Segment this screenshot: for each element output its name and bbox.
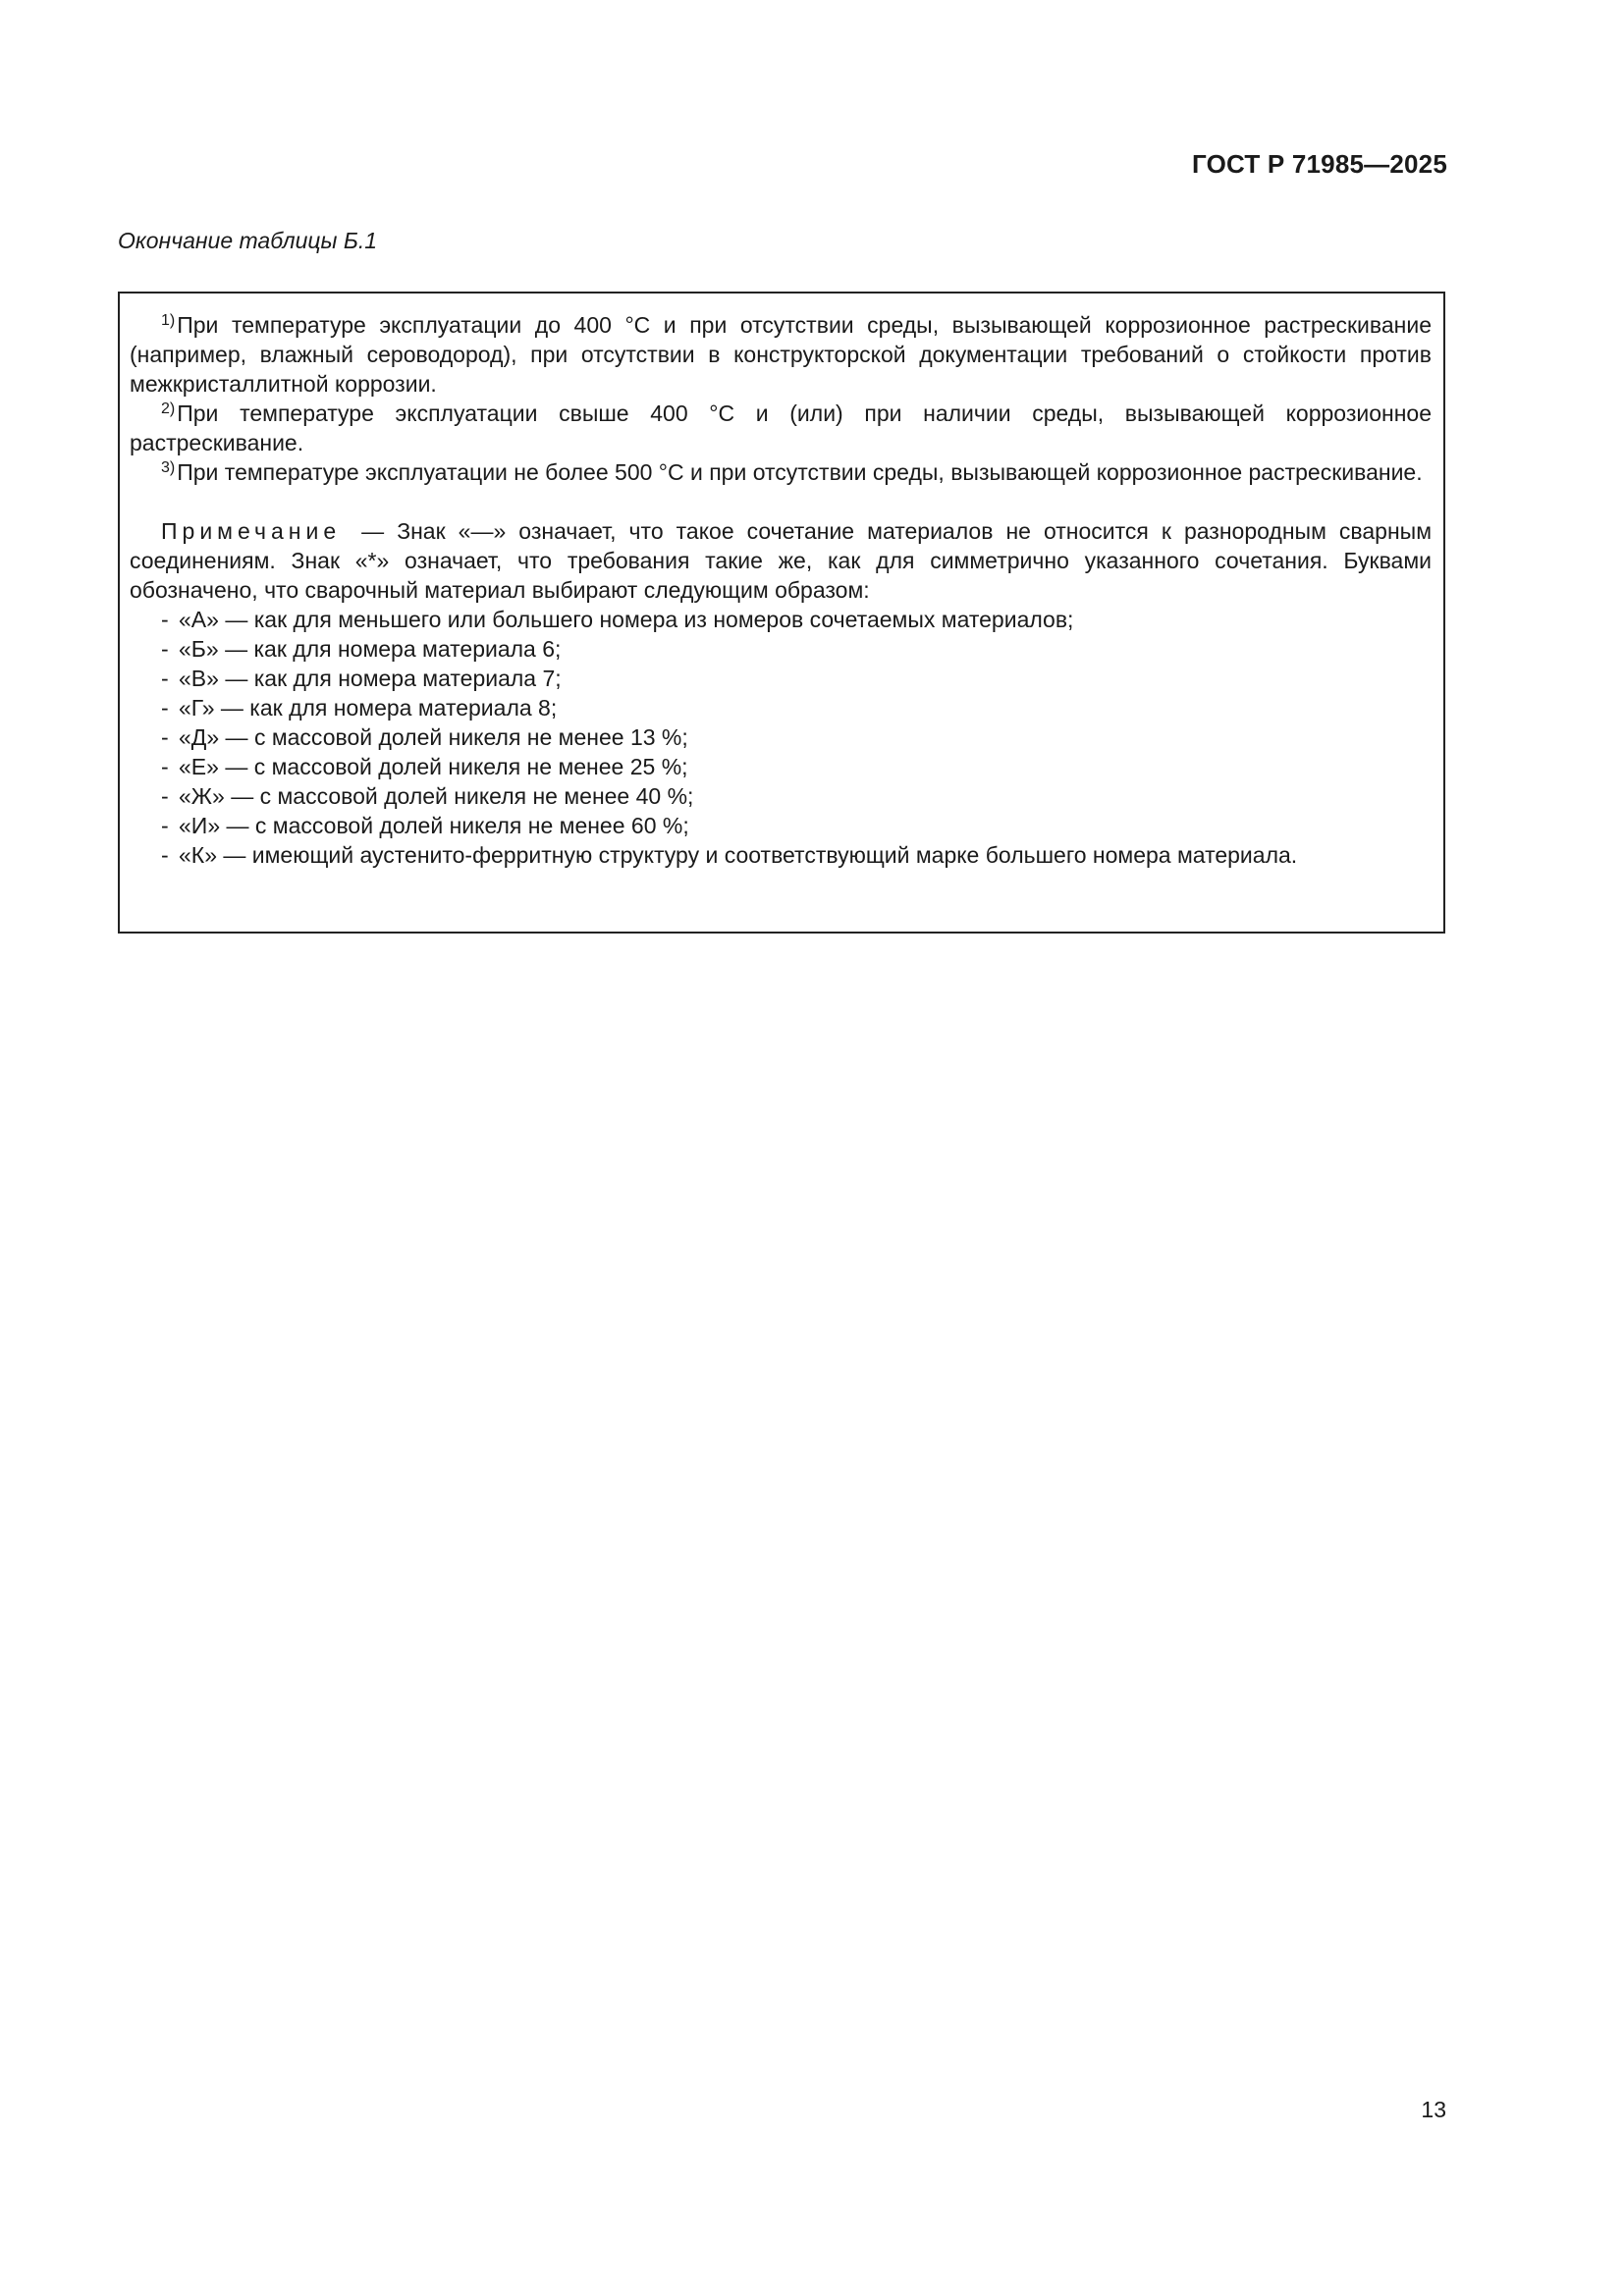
note-label: Примечание <box>161 518 342 544</box>
footnote-text: При температуре эксплуатации не более 500 °С и при отсутствии среды, вызывающей коррозионное растрескивание. <box>177 459 1423 485</box>
list-item: - «К» — имеющий аустенито-ферритную структуру и соответствующий марке большего номера материала. <box>130 840 1432 870</box>
footnote-mark: 3) <box>161 459 176 476</box>
list-item: - «Б» — как для номера материала 6; <box>130 634 1432 664</box>
list-item: - «И» — с массовой долей никеля не менее 60 %; <box>130 811 1432 840</box>
list-item: - «А» — как для меньшего или большего номера из номеров сочетаемых материалов; <box>130 605 1432 634</box>
footnote-3 <box>130 457 1432 487</box>
footnote-text: При температуре эксплуатации до 400 °С и при отсутствии среды, вызывающей коррозионное растрескивание (например, влажный сероводород), при отсутствии в конструкторской документации требований о стойкости против межкристаллитной коррозии. <box>130 312 1432 397</box>
table-notes-box <box>118 292 1445 934</box>
page-number: 13 <box>1421 2097 1446 2122</box>
document-code: ГОСТ Р 71985—2025 <box>1192 149 1447 179</box>
footnote-mark: 2) <box>161 400 176 417</box>
footnote-mark: 1) <box>161 312 176 329</box>
footnote-2 <box>130 399 1432 457</box>
footnote-text: При температуре эксплуатации свыше 400 °С и (или) при наличии среды, вызывающей коррозионное растрескивание. <box>130 400 1432 455</box>
footnote-1 <box>130 310 1432 399</box>
note-text: — Знак «—» означает, что такое сочетание материалов не относится к разнородным сварным соединениям. Знак «*» означает, что требования такие же, как для симметрично указанного сочетания. Буквами обозначено, что сварочный материал выбирают следующим образом: <box>130 518 1432 603</box>
list-item: - «В» — как для номера материала 7; <box>130 664 1432 693</box>
note-list <box>130 605 1432 870</box>
list-item: - «Г» — как для номера материала 8; <box>130 693 1432 722</box>
list-item: - «Е» — с массовой долей никеля не менее 25 %; <box>130 752 1432 781</box>
note-paragraph <box>130 516 1432 605</box>
table-caption: Окончание таблицы Б.1 <box>118 228 378 253</box>
list-item: - «Ж» — с массовой долей никеля не менее 40 %; <box>130 781 1432 811</box>
list-item: - «Д» — с массовой долей никеля не менее 13 %; <box>130 722 1432 752</box>
